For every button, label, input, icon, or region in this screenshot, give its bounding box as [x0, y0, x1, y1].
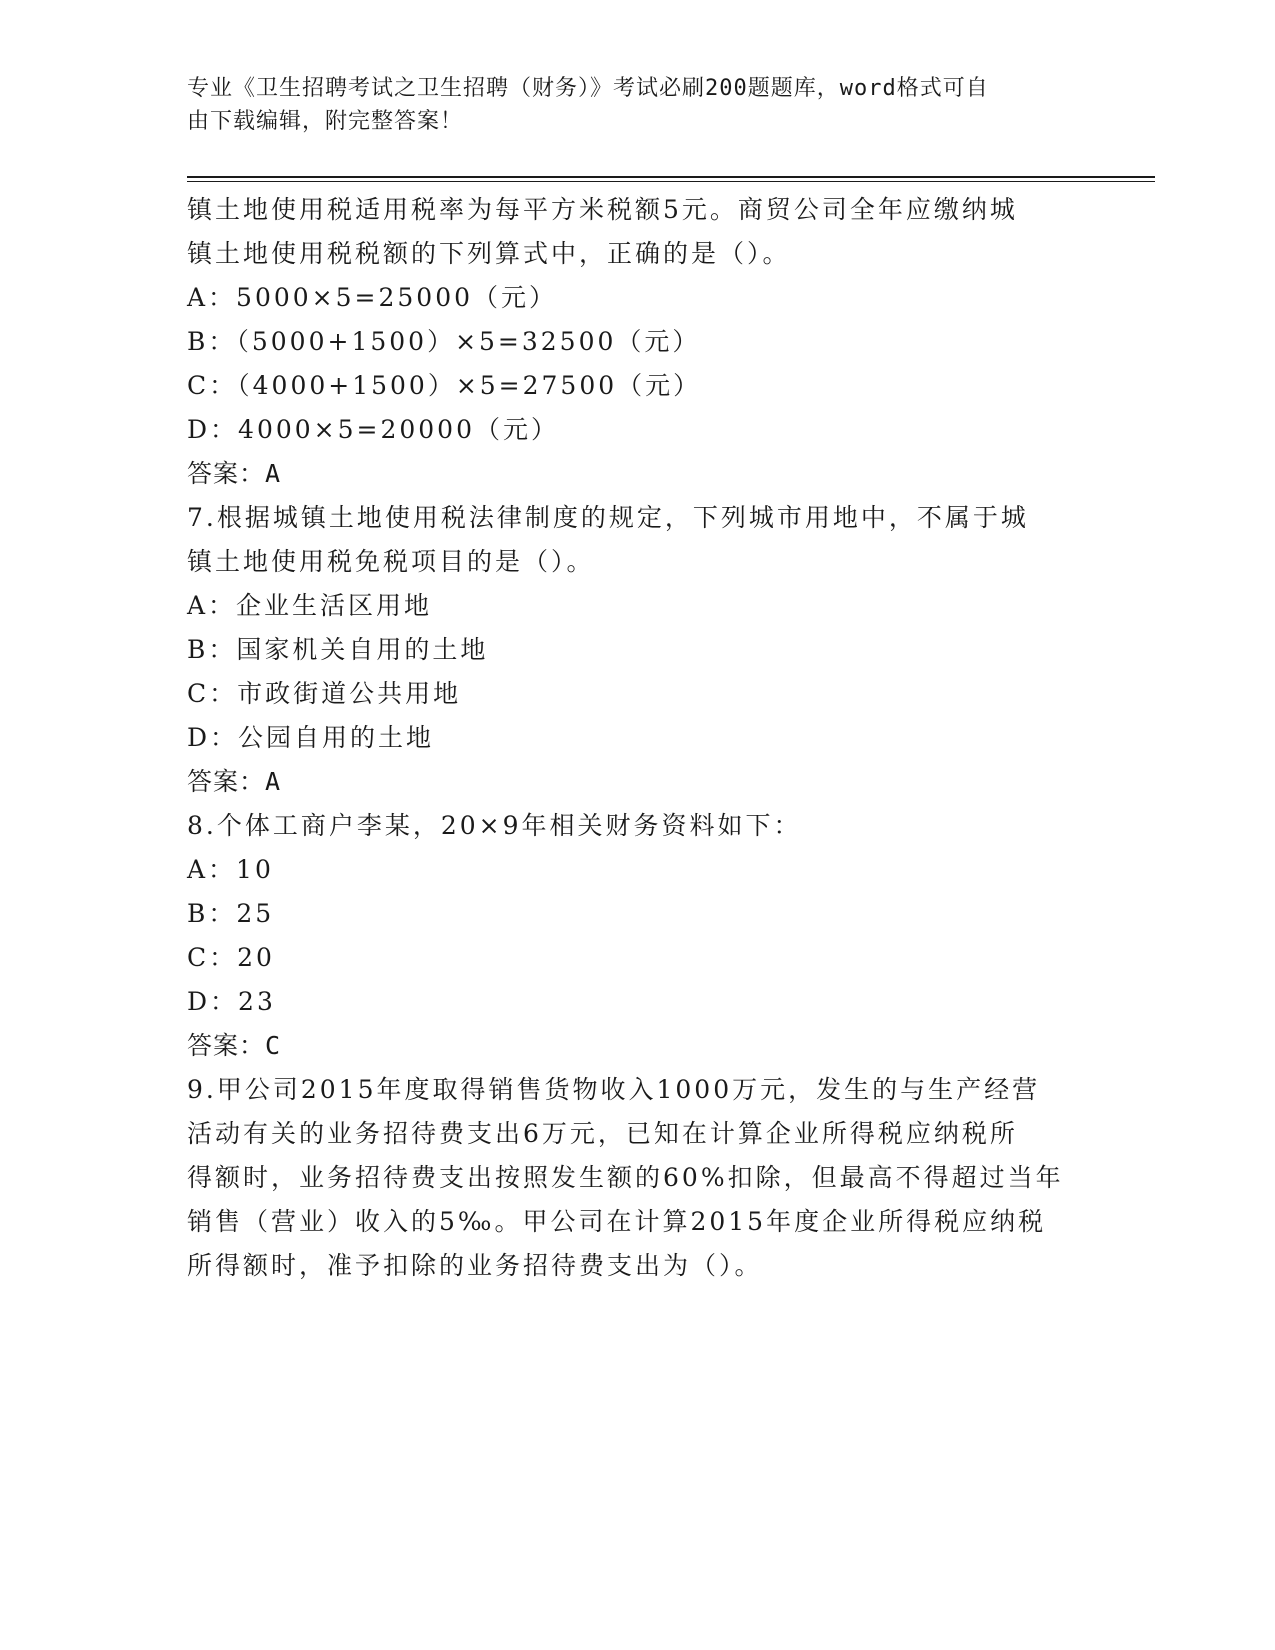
question-stem-line: 镇土地使用税免税项目的是（）。 — [187, 547, 595, 576]
option-a: A：10 — [187, 855, 274, 884]
option-c: C：20 — [187, 943, 275, 972]
header-line-1: 专业《卫生招聘考试之卫生招聘（财务）》考试必刷200题题库，word格式可自 — [187, 76, 989, 101]
option-b: B：25 — [187, 899, 275, 928]
option-c: C：市政街道公共用地 — [187, 679, 462, 708]
document-header — [187, 72, 1067, 138]
option-d: D：公园自用的土地 — [187, 723, 435, 752]
option-a: A：企业生活区用地 — [187, 591, 433, 620]
question-stem-line: 8.个体工商户李某，20×9年相关财务资料如下： — [187, 811, 802, 840]
question-stem-line: 活动有关的业务招待费支出6万元，已知在计算企业所得税应纳税所 — [187, 1119, 1018, 1148]
header-divider-thin — [187, 181, 1155, 182]
answer-line: 答案：A — [187, 459, 282, 488]
question-6 — [187, 188, 1087, 496]
option-a: A：5000×5=25000（元） — [187, 283, 558, 312]
option-b: B：（5000+1500）×5=32500（元） — [187, 327, 701, 356]
header-divider — [187, 176, 1155, 178]
option-d: D：23 — [187, 987, 276, 1016]
question-stem-line: 所得额时，准予扣除的业务招待费支出为（）。 — [187, 1251, 763, 1280]
header-line-2: 由下载编辑，附完整答案！ — [187, 109, 464, 134]
option-c: C：（4000+1500）×5=27500（元） — [187, 371, 702, 400]
answer-line: 答案：A — [187, 767, 282, 796]
question-list — [187, 188, 1087, 1288]
option-d: D：4000×5=20000（元） — [187, 415, 559, 444]
question-stem-line: 镇土地使用税税额的下列算式中，正确的是（）。 — [187, 239, 791, 268]
question-stem-line: 镇土地使用税适用税率为每平方米税额5元。商贸公司全年应缴纳城 — [187, 195, 1018, 224]
question-stem-line: 销售（营业）收入的5‰。甲公司在计算2015年度企业所得税应纳税 — [187, 1207, 1047, 1236]
question-8 — [187, 804, 1087, 1068]
question-9 — [187, 1068, 1087, 1288]
question-stem-line: 得额时，业务招待费支出按照发生额的60%扣除，但最高不得超过当年 — [187, 1163, 1064, 1192]
question-stem-line: 7.根据城镇土地使用税法律制度的规定，下列城市用地中，不属于城 — [187, 503, 1029, 532]
option-b: B：国家机关自用的土地 — [187, 635, 489, 664]
answer-line: 答案：C — [187, 1031, 282, 1060]
question-7 — [187, 496, 1087, 804]
question-stem-line: 9.甲公司2015年度取得销售货物收入1000万元，发生的与生产经营 — [187, 1075, 1041, 1104]
